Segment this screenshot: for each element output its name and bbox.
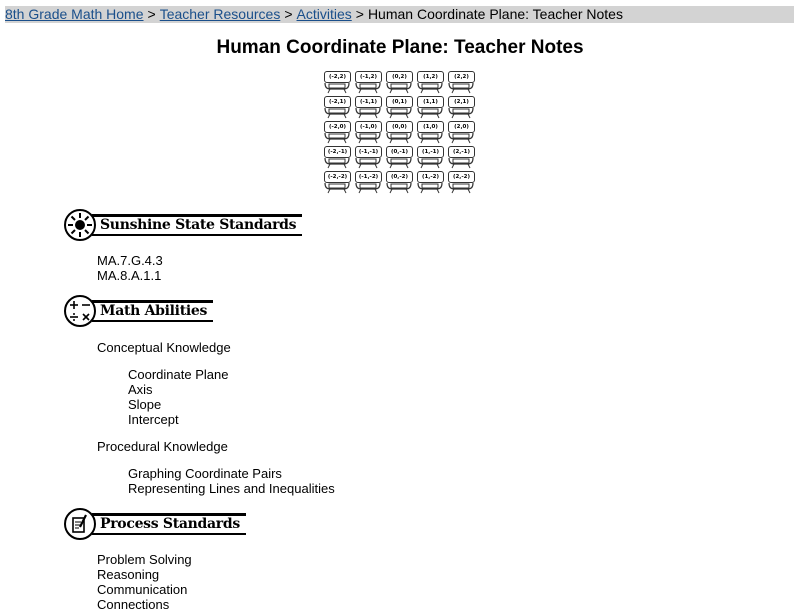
breadcrumb-separator: > <box>284 6 293 22</box>
desk-coordinate-label: (0,-2) <box>386 171 413 183</box>
breadcrumb-current: Human Coordinate Plane: Teacher Notes <box>367 6 623 22</box>
desk-chair-icon <box>415 81 445 94</box>
desk-coordinate-label: (1,-2) <box>417 171 444 183</box>
desk <box>384 95 414 119</box>
desk <box>322 145 352 169</box>
desk-coordinate-label: (-2,0) <box>324 121 351 133</box>
math-abilities-header <box>64 294 213 328</box>
desk <box>415 170 445 194</box>
desk-chair-icon <box>446 131 476 144</box>
desk-chair-icon <box>415 106 445 119</box>
desk-chair-icon <box>384 81 414 94</box>
desk <box>322 120 352 144</box>
section-title: Math Abilities <box>100 303 208 319</box>
desk-chair-icon <box>353 81 383 94</box>
desk-coordinate-label: (1,2) <box>417 71 444 83</box>
sun-icon <box>64 209 96 241</box>
desk-chair-icon <box>322 156 352 169</box>
desk-coordinate-label: (1,1) <box>417 96 444 108</box>
desk-coordinate-label: (2,-1) <box>448 146 475 158</box>
desk-chair-icon <box>384 156 414 169</box>
desk-chair-icon <box>384 106 414 119</box>
desk-coordinate-label: (-1,1) <box>355 96 382 108</box>
list-item: Representing Lines and Inequalities <box>128 481 335 496</box>
desk-coordinate-label: (2,0) <box>448 121 475 133</box>
desk-coordinate-label: (2,-2) <box>448 171 475 183</box>
breadcrumb-link-teacher-resources[interactable]: Teacher Resources <box>159 6 281 22</box>
desk-coordinate-label: (-1,-2) <box>355 171 382 183</box>
desk <box>415 95 445 119</box>
desk-chair-icon <box>322 81 352 94</box>
coordinate-desk-diagram <box>322 70 478 197</box>
desk <box>446 120 476 144</box>
desk-coordinate-label: (0,2) <box>386 71 413 83</box>
desk-chair-icon <box>353 131 383 144</box>
list-item: Connections <box>97 597 170 612</box>
desk-chair-icon <box>446 181 476 194</box>
desk <box>446 170 476 194</box>
conceptual-knowledge-label: Conceptual Knowledge <box>97 340 231 355</box>
desk-coordinate-label: (-1,0) <box>355 121 382 133</box>
desk-coordinate-label: (-2,1) <box>324 96 351 108</box>
desk-chair-icon <box>322 106 352 119</box>
desk <box>353 95 383 119</box>
desk-coordinate-label: (-1,2) <box>355 71 382 83</box>
desk-chair-icon <box>415 181 445 194</box>
desk-chair-icon <box>353 106 383 119</box>
list-item: Reasoning <box>97 567 160 582</box>
desk <box>384 145 414 169</box>
list-item: Graphing Coordinate Pairs <box>128 466 282 481</box>
desk-chair-icon <box>415 131 445 144</box>
list-item: Communication <box>97 582 188 597</box>
desk <box>353 145 383 169</box>
breadcrumb-separator: > <box>355 6 364 22</box>
procedural-knowledge-label: Procedural Knowledge <box>97 439 228 454</box>
math-operators-icon <box>64 295 96 327</box>
process-standards-header <box>64 507 246 541</box>
sunshine-standards-header <box>64 208 302 242</box>
list-item: Slope <box>128 397 162 412</box>
desk-coordinate-label: (-1,-1) <box>355 146 382 158</box>
desk-coordinate-label: (0,1) <box>386 96 413 108</box>
desk <box>322 170 352 194</box>
desk-chair-icon <box>415 156 445 169</box>
desk-chair-icon <box>446 106 476 119</box>
desk <box>353 170 383 194</box>
desk <box>353 120 383 144</box>
desk <box>384 170 414 194</box>
list-item: Axis <box>128 382 153 397</box>
section-title: Process Standards <box>100 516 240 532</box>
desk <box>415 120 445 144</box>
desk-coordinate-label: (2,2) <box>448 71 475 83</box>
desk-chair-icon <box>322 131 352 144</box>
desk-chair-icon <box>384 181 414 194</box>
desk-chair-icon <box>353 181 383 194</box>
desk <box>384 70 414 94</box>
page-title: Human Coordinate Plane: Teacher Notes <box>216 37 584 58</box>
desk <box>446 145 476 169</box>
desk <box>415 70 445 94</box>
list-item: Problem Solving <box>97 552 192 567</box>
desk-coordinate-label: (-2,-1) <box>324 146 351 158</box>
breadcrumb-separator: > <box>147 6 156 22</box>
desk-chair-icon <box>384 131 414 144</box>
desk-chair-icon <box>353 156 383 169</box>
desk <box>446 95 476 119</box>
desk-coordinate-label: (2,1) <box>448 96 475 108</box>
desk <box>384 120 414 144</box>
desk-coordinate-label: (1,-1) <box>417 146 444 158</box>
desk-coordinate-label: (0,0) <box>386 121 413 133</box>
breadcrumb-link-activities[interactable]: Activities <box>296 6 352 22</box>
desk <box>415 145 445 169</box>
desk-chair-icon <box>446 156 476 169</box>
desk-chair-icon <box>322 181 352 194</box>
desk-coordinate-label: (-2,2) <box>324 71 351 83</box>
desk-coordinate-label: (1,0) <box>417 121 444 133</box>
breadcrumb <box>5 6 794 23</box>
desk <box>322 70 352 94</box>
desk <box>446 70 476 94</box>
breadcrumb-link-home[interactable]: 8th Grade Math Home <box>5 6 144 22</box>
pencil-paper-icon <box>64 508 96 540</box>
section-title: Sunshine State Standards <box>100 217 297 233</box>
standard-item: MA.8.A.1.1 <box>97 268 162 283</box>
desk-chair-icon <box>446 81 476 94</box>
desk-coordinate-label: (-2,-2) <box>324 171 351 183</box>
list-item: Coordinate Plane <box>128 367 229 382</box>
desk <box>322 95 352 119</box>
desk <box>353 70 383 94</box>
standard-item: MA.7.G.4.3 <box>97 253 163 268</box>
list-item: Intercept <box>128 412 179 427</box>
desk-coordinate-label: (0,-1) <box>386 146 413 158</box>
